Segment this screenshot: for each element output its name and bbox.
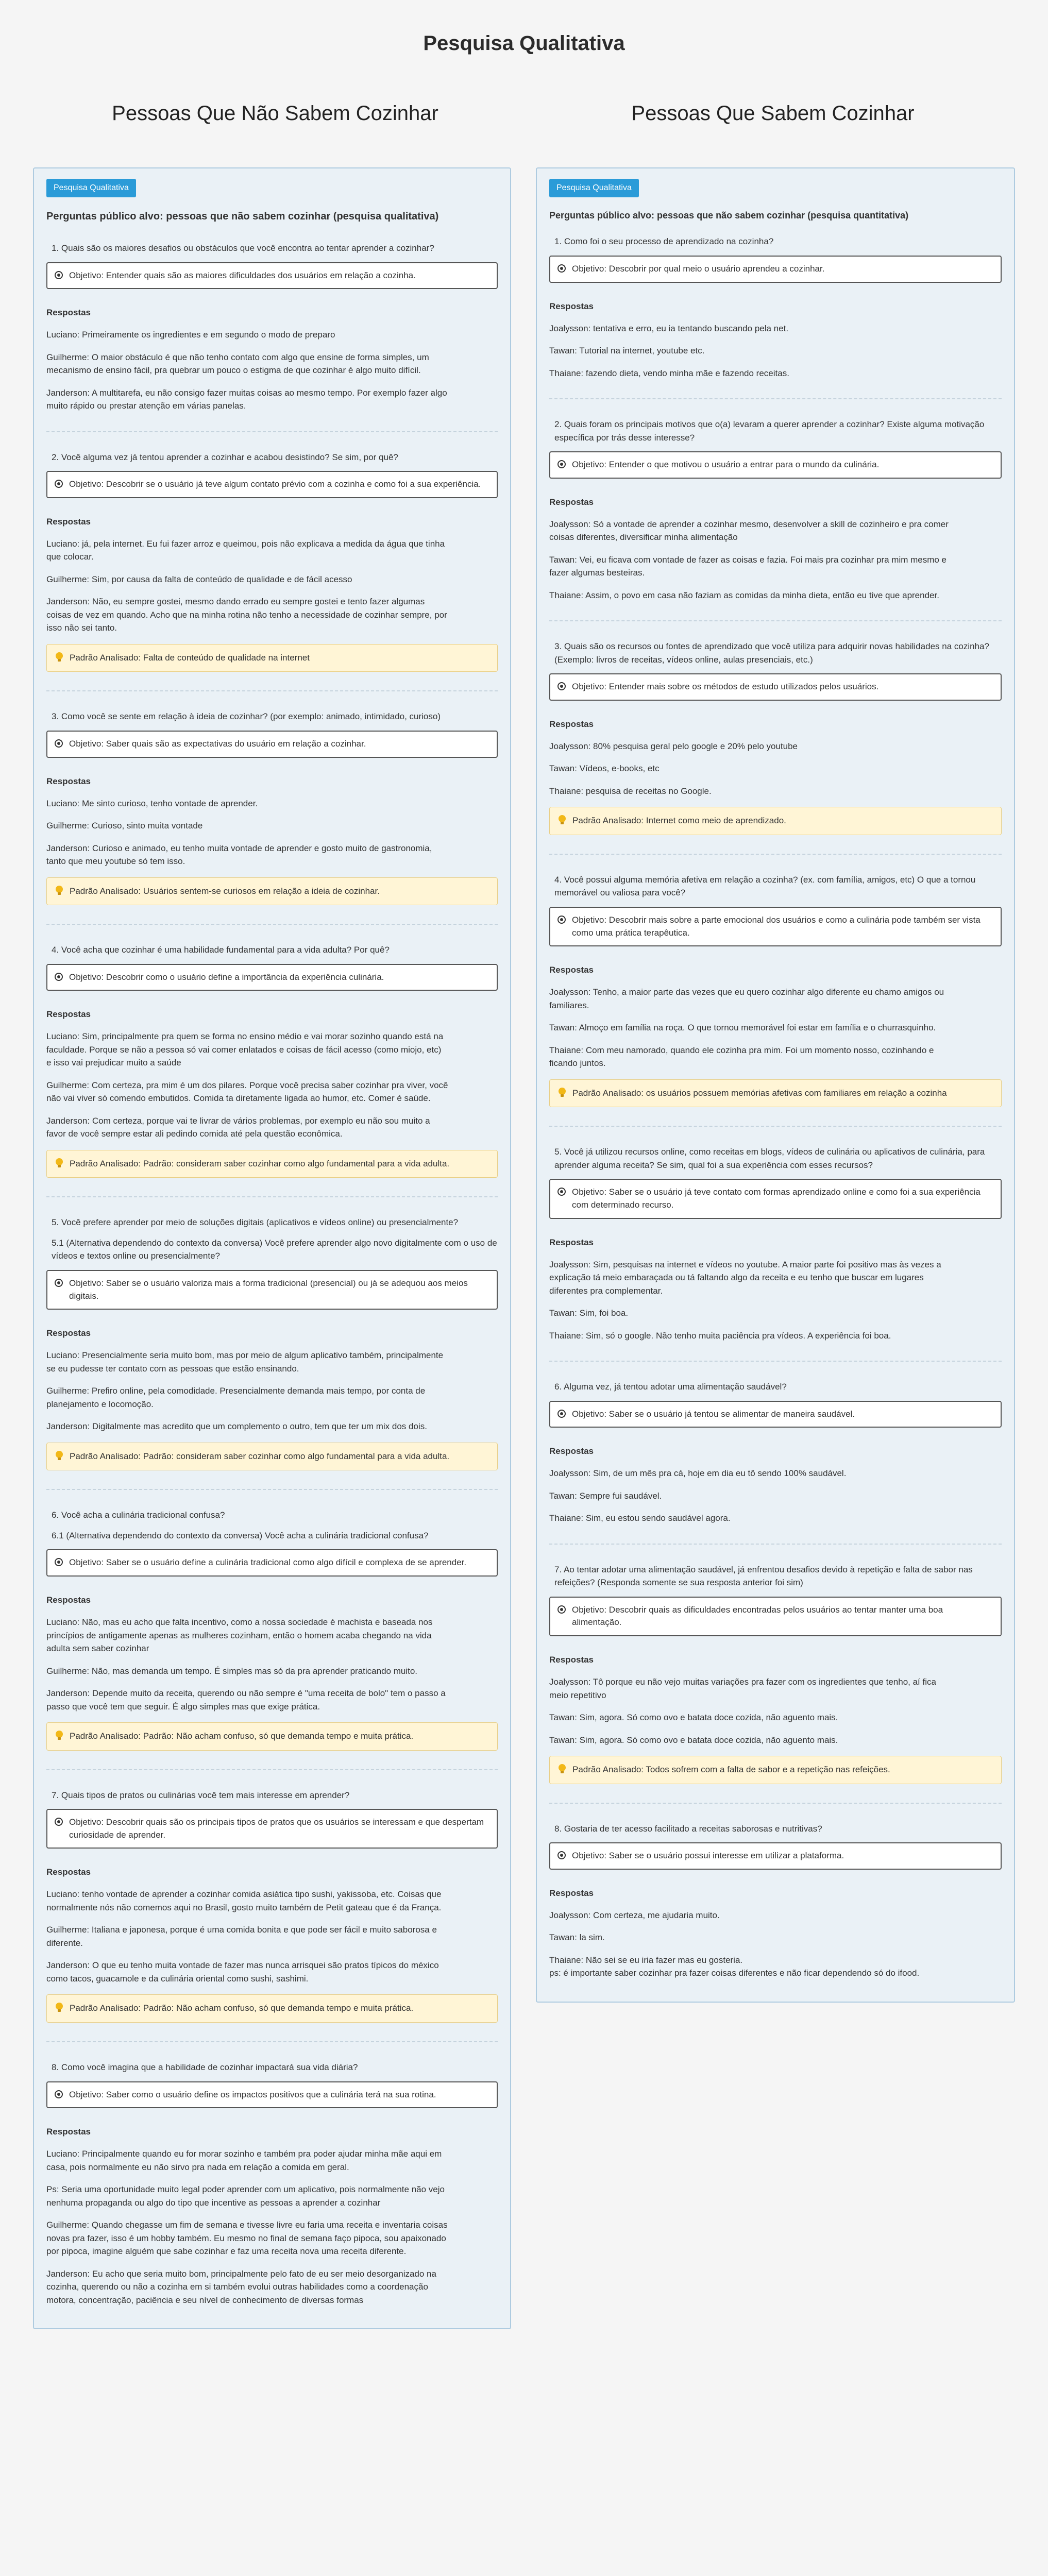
answer-text: Tawan: Almoço em família na roça. O que tornou memorável foi estar em família e o churrasquinho. <box>549 1023 936 1033</box>
target-icon <box>55 973 63 981</box>
question-section <box>549 1563 1002 1784</box>
answer-text: Guilherme: Quando chegasse um fim de semana e tivesse livre eu faria uma receita e inventaria coisas novas pra fazer, isso é um hobby também. Eu mesmo no final de semana faço pipoca, sou apaixonado por pipoca, imagine alguém que sabe cozinhar e faz uma receita nova uma receita diferente. <box>46 2220 448 2257</box>
pattern-text: Padrão Analisado: Padrão: consideram saber cozinhar como algo fundamental para a vida adulta. <box>70 1158 450 1168</box>
answer-text: Janderson: Curioso e animado, eu tenho muita vontade de aprender e gosto muito de gastronomia, tanto que meu youtube só tem isso. <box>46 843 432 867</box>
answer-text: Thaiane: fazendo dieta, vendo minha mãe e fazendo receitas. <box>549 368 789 378</box>
objective-text: Objetivo: Descobrir quais as dificuldades encontradas pelos usuários ao tentar manter uma boa alimentação. <box>572 1604 943 1628</box>
target-icon <box>557 1851 566 1859</box>
answer-text: Thaiane: Sim, só o google. Não tenho muita paciência pra vídeos. A experiência foi boa. <box>549 1330 891 1341</box>
answer-text: Janderson: Não, eu sempre gostei, mesmo dando errado eu sempre gostei e tento fazer algumas coisas de vez em quando. Acho que na minha rotina não tenho a necessidade de cozinhar sempre, por isso não sei tanto. <box>46 597 447 633</box>
objective-text: Objetivo: Saber se o usuário define a culinária tradicional como algo difícil e complexa de se aprender. <box>69 1557 467 1568</box>
lightbulb-icon <box>55 652 63 663</box>
target-icon <box>55 271 63 279</box>
question-section <box>46 242 498 413</box>
objective-card[interactable] <box>46 1549 498 1577</box>
question-section <box>549 1380 1002 1525</box>
right-research-board <box>536 167 1015 2003</box>
target-icon <box>55 480 63 488</box>
question-section <box>549 1822 1002 1980</box>
answer-text: Janderson: O que eu tenho muita vontade de fazer mas nunca arrisquei são pratos típicos do méxico como tacos, guacamole e da culinária oriental como sushi, sashimi. <box>46 1960 439 1984</box>
responses-label: Respostas <box>549 1237 594 1247</box>
alternative-question-text: 6.1 (Alternativa dependendo do contexto da conversa) Você acha a culinária tradicional confusa? <box>52 1530 429 1540</box>
responses-label: Respostas <box>549 301 594 311</box>
responses-label: Respostas <box>549 497 594 507</box>
question-text: 1. Quais são os maiores desafios ou obstáculos que você encontra ao tentar aprender a cozinhar? <box>52 243 434 253</box>
target-icon <box>557 1605 566 1614</box>
pattern-text: Padrão Analisado: Padrão: Não acham confuso, só que demanda tempo e muita prática. <box>70 2003 414 2013</box>
section-divider <box>46 690 498 691</box>
objective-text: Objetivo: Entender quais são as maiores dificuldades dos usuários em relação a cozinha. <box>69 270 416 280</box>
section-divider <box>549 398 1002 399</box>
objective-card[interactable] <box>549 1597 1002 1636</box>
objective-card[interactable] <box>549 256 1002 283</box>
answer-text: Joalysson: Sim, pesquisas na internet e vídeos no youtube. A maior parte foi positivo mas às vezes a explicação tá meio embaraçada ou tá faltando algo da receita e eu tenho que buscar em lugares diferentes pra complementar. <box>549 1259 941 1296</box>
answer-text: Luciano: Sim, principalmente pra quem se forma no ensino médio e vai morar sozinho quando está na faculdade. Porque se não a pessoa só vai comer enlatados e coisas de fácil acesso (como miojo, etc) e isso vai prejudicar muito a saúde <box>46 1031 444 1068</box>
question-section <box>549 1145 1002 1342</box>
objective-text: Objetivo: Saber se o usuário já tentou se alimentar de maneira saudável. <box>572 1409 855 1419</box>
answer-text: Luciano: Principalmente quando eu for morar sozinho e também pra poder ajudar minha mãe aqui em casa, pois normalmente eu não sirvo pra nada em relação a comida em geral. <box>46 2149 442 2172</box>
pattern-callout <box>549 807 1002 835</box>
answer-text: Janderson: Digitalmente mas acredito que um complemento o outro, tem que ter um mix dos dois. <box>46 1421 427 1432</box>
pattern-text: Padrão Analisado: Padrão: consideram saber cozinhar como algo fundamental para a vida adulta. <box>70 1451 450 1461</box>
answer-text: Guilherme: Não, mas demanda um tempo. É simples mas só da pra aprender praticando muito. <box>46 1666 418 1676</box>
category-badge[interactable]: Pesquisa Qualitativa <box>549 179 639 197</box>
objective-card[interactable] <box>46 1270 498 1310</box>
left-research-board <box>33 167 511 2329</box>
right-column-title: Pessoas Que Sabem Cozinhar <box>631 102 915 125</box>
lightbulb-icon <box>55 1158 63 1168</box>
answer-text: Luciano: Presencialmente seria muito bom, mas por meio de algum aplicativo também, principalmente se eu pudesse ter contato com as pessoas que estão ensinando. <box>46 1350 444 1374</box>
answer-text: Janderson: Com certeza, porque vai te livrar de vários problemas, por exemplo eu não sou muito a favor de você sempre estar ali pedindo comida até pela questão econômica. <box>46 1115 430 1139</box>
question-section <box>549 640 1002 835</box>
pattern-callout <box>46 1443 498 1471</box>
page-title: Pesquisa Qualitativa <box>423 32 625 55</box>
section-divider <box>549 1126 1002 1127</box>
answer-text: Thaiane: pesquisa de receitas no Google. <box>549 786 712 796</box>
responses-label: Respostas <box>549 719 594 729</box>
question-text: 7. Ao tentar adotar uma alimentação saudável, já enfrentou desafios devido à repetição e falta de sabor nas refeições? (Responda somente se sua resposta anterior foi sim) <box>554 1564 973 1588</box>
objective-card[interactable] <box>549 1179 1002 1218</box>
objective-card[interactable] <box>549 1401 1002 1428</box>
answer-text: Janderson: Depende muito da receita, querendo ou não sempre é "uma receita de bolo" tem o passo a passo que você tem que seguir. É algo simples mas que exige prática. <box>46 1688 446 1711</box>
answer-text: Tawan: Vei, eu ficava com vontade de fazer as coisas e fazia. Foi mais pra cozinhar pra mim mesmo e fazer algumas besteiras. <box>549 554 947 578</box>
responses-label: Respostas <box>46 2127 91 2137</box>
objective-text: Objetivo: Saber quais são as expectativas do usuário em relação a cozinhar. <box>69 738 366 749</box>
pattern-text: Padrão Analisado: Falta de conteúdo de qualidade na internet <box>70 652 310 663</box>
answer-text: Luciano: tenho vontade de aprender a cozinhar comida asiática tipo sushi, yakissoba, etc. Coisas que normalmente nós não comemos aqui no Brasil, gosto muito também de Petit gateau que é da França. <box>46 1889 442 1912</box>
lightbulb-icon <box>55 2003 63 2013</box>
objective-card[interactable] <box>46 1809 498 1849</box>
question-text: 7. Quais tipos de pratos ou culinárias você tem mais interesse em aprender? <box>52 1790 350 1800</box>
question-text: 8. Como você imagina que a habilidade de cozinhar impactará sua vida diária? <box>52 2062 358 2073</box>
section-divider <box>46 2041 498 2042</box>
question-section <box>46 451 498 672</box>
target-icon <box>55 1279 63 1287</box>
objective-text: Objetivo: Saber se o usuário valoriza mais a forma tradicional (presencial) ou já se adequou aos meios digitais. <box>69 1278 468 1301</box>
question-text: 1. Como foi o seu processo de aprendizado na cozinha? <box>554 236 774 247</box>
objective-card[interactable] <box>549 1842 1002 1870</box>
question-section <box>46 1789 498 2023</box>
responses-label: Respostas <box>549 1655 594 1665</box>
answer-text: Luciano: Não, mas eu acho que falta incentivo, como a nossa sociedade é machista e baseada nos princípios de antigamente apenas as mulheres cozinham, então o homem acaba chegando na vida adulta sem saber cozinhar <box>46 1617 433 1654</box>
pattern-callout <box>46 644 498 672</box>
responses-label: Respostas <box>549 1446 594 1456</box>
answer-text: Guilherme: O maior obstáculo é que não tenho contato com algo que ensine de forma simples, um mecanismo de ensino fácil, pra quebrar um pouco o estigma de que cozinhar é algo muito difícil. <box>46 352 429 376</box>
objective-card[interactable] <box>549 451 1002 479</box>
answer-text: Joalysson: 80% pesquisa geral pelo google e 20% pelo youtube <box>549 741 798 751</box>
section-divider <box>549 620 1002 621</box>
answer-text: Tawan: Sim, agora. Só como ovo e batata doce cozida, não aguento mais. <box>549 1713 838 1723</box>
target-icon <box>55 739 63 748</box>
target-icon <box>557 1188 566 1196</box>
answer-text: Tawan: Tutorial na internet, youtube etc. <box>549 346 705 356</box>
question-section <box>549 418 1002 602</box>
question-section <box>46 2061 498 2307</box>
objective-card[interactable] <box>549 907 1002 946</box>
question-section <box>549 235 1002 380</box>
objective-text: Objetivo: Descobrir quais são os principais tipos de pratos que os usuários se interessam e que despertam curiosidade de aprender. <box>69 1817 484 1840</box>
pattern-callout <box>46 1150 498 1178</box>
responses-label: Respostas <box>46 1328 91 1338</box>
question-section <box>549 873 1002 1107</box>
left-column-title: Pessoas Que Não Sabem Cozinhar <box>112 102 438 125</box>
answer-text: Joalysson: Tenho, a maior parte das vezes que eu quero cozinhar algo diferente eu chamo amigos ou familiares. <box>549 987 944 1010</box>
answer-text: Guilherme: Prefiro online, pela comodidade. Presencialmente demanda mais tempo, por conta de planejamento e locomoção. <box>46 1386 426 1409</box>
lightbulb-icon <box>558 815 566 825</box>
pattern-text: Padrão Analisado: Padrão: Não acham confuso, só que demanda tempo e muita prática. <box>70 1731 414 1741</box>
answer-text: Tawan: Sim, foi boa. <box>549 1308 629 1318</box>
answer-text: Tawan: Sim, agora. Só como ovo e batata doce cozida, não aguento mais. <box>549 1735 838 1745</box>
target-icon <box>557 1410 566 1418</box>
section-divider <box>46 431 498 432</box>
responses-label: Respostas <box>46 1595 91 1605</box>
answer-text: Joalysson: Sim, de um mês pra cá, hoje em dia eu tô sendo 100% saudável. <box>549 1468 847 1479</box>
objective-text: Objetivo: Entender o que motivou o usuário a entrar para o mundo da culinária. <box>572 460 880 470</box>
objective-card[interactable] <box>46 964 498 991</box>
lightbulb-icon <box>558 1088 566 1098</box>
question-section <box>46 710 498 905</box>
answer-text: Luciano: já, pela internet. Eu fui fazer arroz e queimou, pois não explicava a medida da água que tinha que colocar. <box>46 538 445 562</box>
question-text: 2. Quais foram os principais motivos que o(a) levaram a querer aprender a cozinhar? Existe alguma motivação específica por trás desse interesse? <box>554 419 985 443</box>
section-divider <box>46 1196 498 1197</box>
question-section <box>46 1509 498 1750</box>
question-text: 8. Gostaria de ter acesso facilitado a receitas saborosas e nutritivas? <box>554 1823 822 1834</box>
question-text: 2. Você alguma vez já tentou aprender a cozinhar e acabou desistindo? Se sim, por quê? <box>52 452 398 462</box>
pattern-text: Padrão Analisado: Internet como meio de aprendizado. <box>572 816 786 826</box>
responses-label: Respostas <box>46 1009 91 1020</box>
responses-label: Respostas <box>46 1867 91 1877</box>
alternative-question-text: 5.1 (Alternativa dependendo do contexto da conversa) Você prefere aprender algo novo digitalmente com o uso de vídeos e textos online ou presencialmente? <box>52 1238 497 1261</box>
section-divider <box>549 1544 1002 1545</box>
pattern-callout <box>46 1722 498 1751</box>
lightbulb-icon <box>55 1451 63 1461</box>
target-icon <box>55 2090 63 2098</box>
answer-text: Guilherme: Com certeza, pra mim é um dos pilares. Porque você precisa saber cozinhar pra viver, você não vai viver só comendo embutidos. Comida ta diretamente ligada ao humor, etc. Comer é saúde. <box>46 1080 448 1104</box>
target-icon <box>55 1558 63 1566</box>
section-divider <box>46 1489 498 1490</box>
answer-text: Guilherme: Curioso, sinto muita vontade <box>46 821 203 831</box>
section-divider <box>549 1361 1002 1362</box>
answer-text: Tawan: Sempre fui saudável. <box>549 1490 662 1501</box>
objective-card[interactable] <box>46 471 498 498</box>
objective-text: Objetivo: Saber se o usuário possui interesse em utilizar a plataforma. <box>572 1851 844 1861</box>
responses-label: Respostas <box>46 776 91 786</box>
objective-text: Objetivo: Saber se o usuário já teve contato com formas aprendizado online e como foi a sua experiência com determinado recurso. <box>572 1187 981 1210</box>
pattern-text: Padrão Analisado: Todos sofrem com a falta de sabor e a repetição nas refeições. <box>572 1765 890 1775</box>
target-icon <box>557 264 566 273</box>
question-text: 6. Você acha a culinária tradicional confusa? <box>52 1510 225 1520</box>
question-text: 4. Você acha que cozinhar é uma habilidade fundamental para a vida adulta? Por quê? <box>52 945 390 955</box>
responses-label: Respostas <box>46 308 91 318</box>
pattern-text: Padrão Analisado: Usuários sentem-se curiosos em relação a ideia de cozinhar. <box>70 886 380 896</box>
answer-text: Guilherme: Italiana e japonesa, porque é uma comida bonita e que pode ser fácil e muito saborosa e diferente. <box>46 1925 437 1948</box>
answer-text: Guilherme: Sim, por causa da falta de conteúdo de qualidade e de fácil acesso <box>46 574 352 584</box>
objective-text: Objetivo: Descobrir como o usuário define a importância da experiência culinária. <box>69 972 384 982</box>
answer-text: Luciano: Primeiramente os ingredientes e em segundo o modo de preparo <box>46 330 335 340</box>
objective-text: Objetivo: Descobrir se o usuário já teve algum contato prévio com a cozinha e como foi a sua experiência. <box>69 479 481 489</box>
answer-text: Janderson: A multitarefa, eu não consigo fazer muitas coisas ao mesmo tempo. Por exemplo fazer algo muito rápido ou prestar atenção em várias panelas. <box>46 387 447 411</box>
target-icon <box>557 460 566 468</box>
objective-text: Objetivo: Descobrir mais sobre a parte emocional dos usuários e como a culinária pode também ser vista como uma prática terapêutica. <box>572 914 981 938</box>
answer-text: Joalysson: Com certeza, me ajudaria muito. <box>549 1910 720 1920</box>
lightbulb-icon <box>558 1764 566 1774</box>
answer-text: Thaiane: Com meu namorado, quando ele cozinha pra mim. Foi um momento nosso, cozinhando e ficando juntos. <box>549 1045 934 1069</box>
answer-text: Joalysson: Tô porque eu não vejo muitas variações pra fazer com os ingredientes que tenho, aí fica meio repetitivo <box>549 1677 936 1700</box>
lightbulb-icon <box>55 886 63 896</box>
pattern-callout <box>549 1079 1002 1108</box>
objective-card[interactable] <box>46 262 498 290</box>
objective-text: Objetivo: Saber como o usuário define os impactos positivos que a culinária terá na sua rotina. <box>69 2089 436 2099</box>
responses-label: Respostas <box>549 965 594 975</box>
target-icon <box>557 682 566 690</box>
objective-text: Objetivo: Descobrir por qual meio o usuário aprendeu a cozinhar. <box>572 263 825 274</box>
board-heading: Perguntas público alvo: pessoas que não sabem cozinhar (pesquisa quantitativa) <box>549 210 909 221</box>
section-divider <box>549 854 1002 855</box>
pattern-callout <box>46 1994 498 2023</box>
answer-text: Thaiane: Assim, o povo em casa não faziam as comidas da minha dieta, então eu tive que aprender. <box>549 590 939 600</box>
responses-label: Respostas <box>46 516 91 527</box>
objective-text: Objetivo: Entender mais sobre os métodos de estudo utilizados pelos usuários. <box>572 682 879 692</box>
question-text: 3. Quais são os recursos ou fontes de aprendizado que você utiliza para adquirir novas habilidades na cozinha? (Exemplo: livros de receitas, vídeos online, aulas presenciais, etc.) <box>554 641 989 665</box>
objective-card[interactable] <box>549 673 1002 701</box>
target-icon <box>55 1818 63 1826</box>
answer-text: Janderson: Eu acho que seria muito bom, principalmente pelo fato de eu ser meio desorganizado na cozinha, querendo ou não a cozinha em si também evolui outras habilidades como a coordenação motora, concentração, paciência e seu nível de conhecimento de diversas formas <box>46 2268 436 2305</box>
answer-text: Thaiane: Não sei se eu iria fazer mas eu gosteria. ps: é importante saber cozinhar pra fazer coisas diferentes e não ficar dependendo só do ifood. <box>549 1955 920 1978</box>
answer-text: Ps: Seria uma oportunidade muito legal poder aprender com um aplicativo, pois normalmente não vejo nenhuma propaganda ou algo do tipo que incentive as pessoas a aprender a cozinhar <box>46 2184 445 2208</box>
question-text: 4. Você possui alguma memória afetiva em relação a cozinha? (ex. com família, amigos, etc) O que a tornou memorável ou valiosa para você? <box>554 874 976 898</box>
answer-text: Tawan: la sim. <box>549 1933 605 1943</box>
objective-card[interactable] <box>46 2081 498 2109</box>
question-text: 5. Você prefere aprender por meio de soluções digitais (aplicativos e vídeos online) ou presencialmente? <box>52 1217 459 1228</box>
answer-text: Luciano: Me sinto curioso, tenho vontade de aprender. <box>46 798 258 808</box>
question-section <box>46 943 498 1178</box>
section-divider <box>549 1803 1002 1804</box>
answer-text: Tawan: Vídeos, e-books, etc <box>549 764 660 774</box>
section-divider <box>46 924 498 925</box>
objective-card[interactable] <box>46 731 498 758</box>
pattern-text: Padrão Analisado: os usuários possuem memórias afetivas com familiares em relação a cozinha <box>572 1088 947 1098</box>
pattern-callout <box>46 877 498 906</box>
answer-text: Joalysson: tentativa e erro, eu ia tentando buscando pela net. <box>549 323 789 333</box>
responses-label: Respostas <box>549 1888 594 1898</box>
pattern-callout <box>549 1756 1002 1784</box>
answer-text: Thaiane: Sim, eu estou sendo saudável agora. <box>549 1513 731 1523</box>
question-text: 3. Como você se sente em relação à ideia de cozinhar? (por exemplo: animado, intimidado, curioso) <box>52 711 441 722</box>
target-icon <box>557 916 566 924</box>
question-text: 6. Alguma vez, já tentou adotar uma alimentação saudável? <box>554 1382 787 1392</box>
question-text: 5. Você já utilizou recursos online, como receitas em blogs, vídeos de culinária ou aplicativos de culinária, para aprender alguma receita? Se sim, qual foi a sua experiência com esses recursos? <box>554 1147 985 1170</box>
category-badge[interactable]: Pesquisa Qualitativa <box>46 179 136 197</box>
answer-text: Joalysson: Só a vontade de aprender a cozinhar mesmo, desenvolver a skill de cozinheiro e pra comer coisas diferentes, diversificar minha alimentação <box>549 519 949 543</box>
lightbulb-icon <box>55 1731 63 1741</box>
section-divider <box>46 1769 498 1770</box>
question-section <box>46 1216 498 1470</box>
board-heading: Perguntas público alvo: pessoas que não sabem cozinhar (pesquisa qualitativa) <box>46 211 439 222</box>
